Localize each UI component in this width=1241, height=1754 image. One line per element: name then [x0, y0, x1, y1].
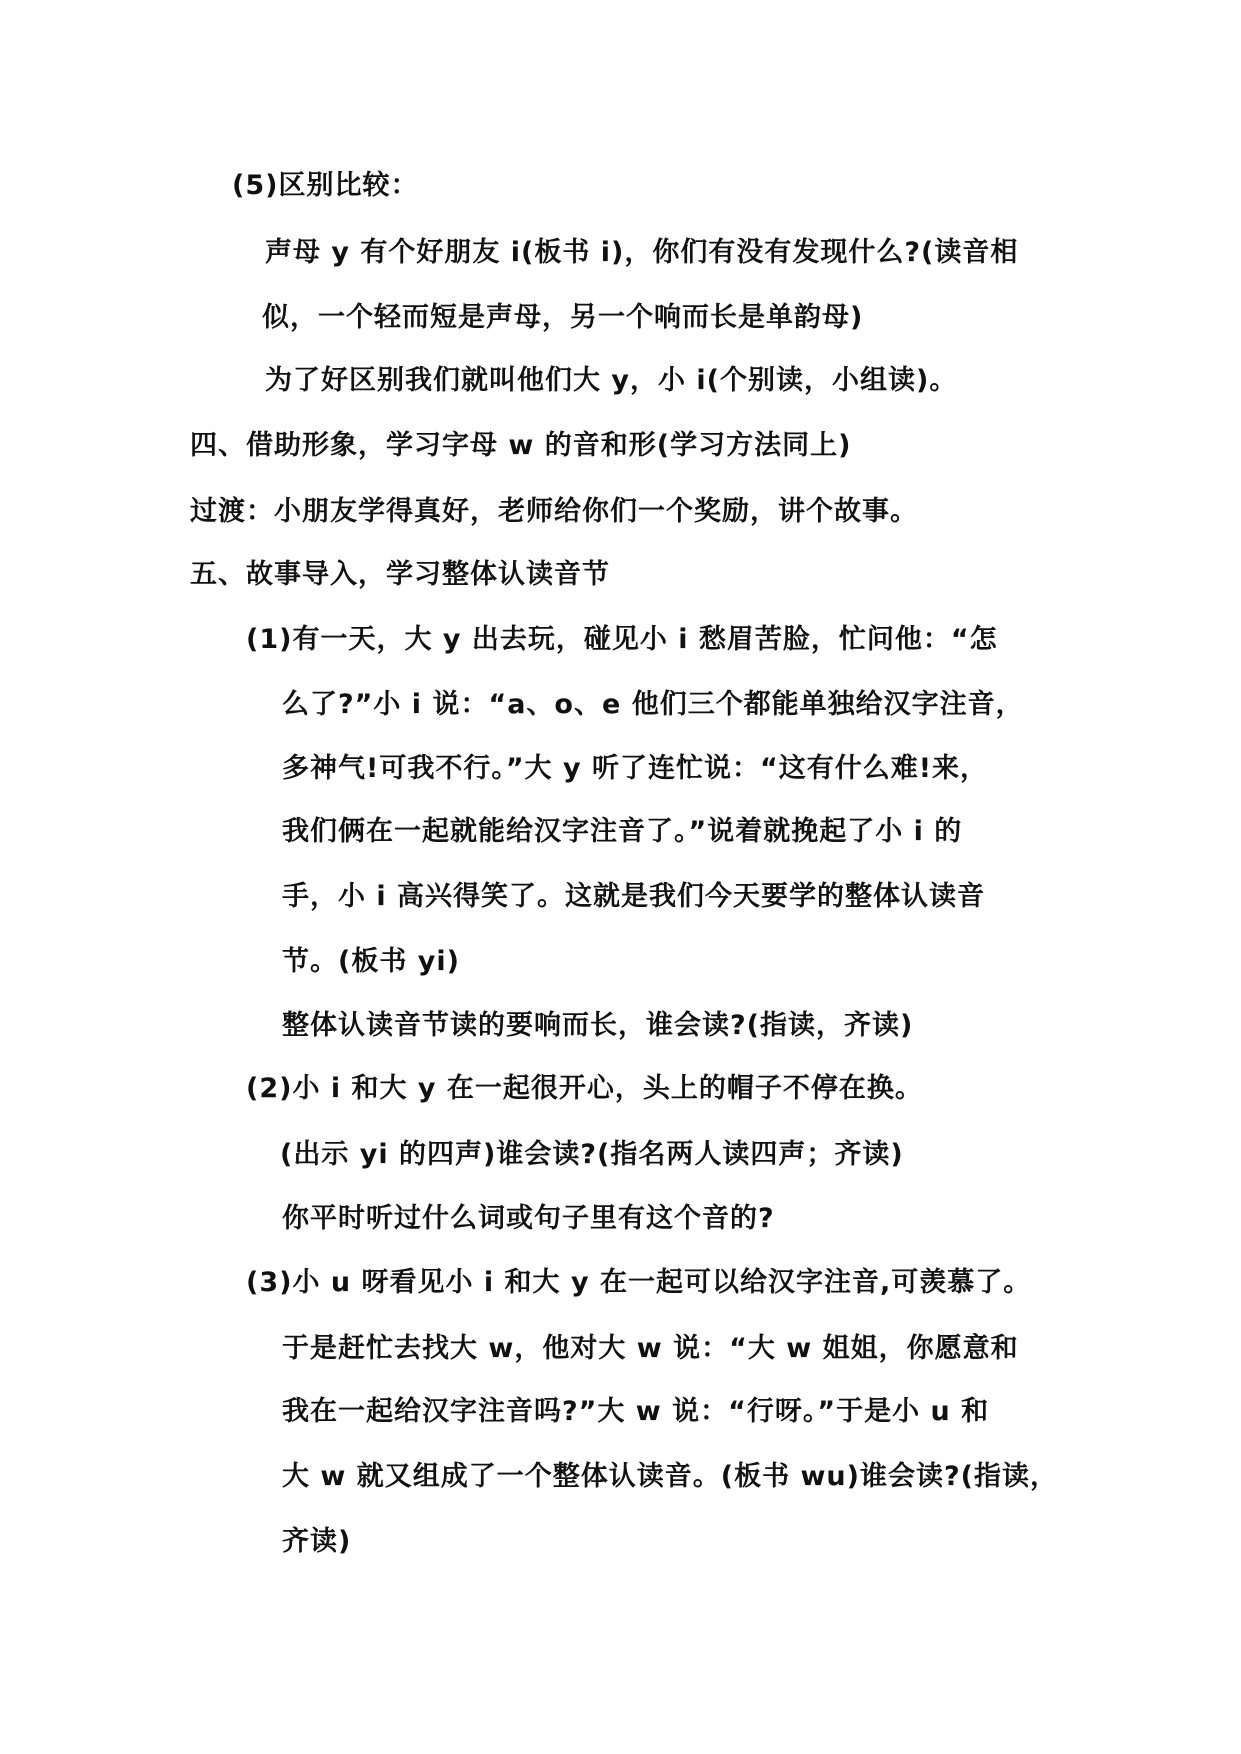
text-line-12: 手，小 i 高兴得笑了。这就是我们今天要学的整体认读音 [282, 881, 986, 912]
text-line-9: 么了?”小 i 说：“a、o、e 他们三个都能单独给汉字注音， [282, 689, 1024, 720]
text-line-11: 我们俩在一起就能给汉字注音了。”说着就挽起了小 i 的 [282, 816, 963, 847]
text-line-1: (5)区别比较： [232, 170, 419, 201]
text-line-15: (2)小 i 和大 y 在一起很开心，头上的帽子不停在换。 [246, 1073, 923, 1104]
text-line-18: (3)小 u 呀看见小 i 和大 y 在一起可以给汉字注音,可羡慕了。 [246, 1267, 1032, 1298]
section-heading-5: 五、故事导入，学习整体认读音节 [190, 559, 610, 590]
text-line-14: 整体认读音节读的要响而长，谁会读?(指读，齐读) [282, 1010, 914, 1041]
text-line-8: (1)有一天，大 y 出去玩，碰见小 i 愁眉苦脸，忙问他：“怎 [246, 624, 998, 655]
text-line-21: 大 w 就又组成了一个整体认读音。(板书 wu)谁会读?(指读， [282, 1461, 1058, 1492]
text-line-10: 多神气!可我不行。”大 y 听了连忙说：“这有什么难!来， [282, 753, 989, 784]
text-line-4: 为了好区别我们就叫他们大 y，小 i(个别读，小组读)。 [265, 365, 958, 396]
text-line-13: 节。(板书 yi) [282, 946, 460, 977]
text-line-3: 似，一个轻而短是声母，另一个响而长是单韵母) [262, 302, 864, 333]
text-line-16: (出示 yi 的四声)谁会读?(指名两人读四声；齐读) [280, 1139, 904, 1170]
text-line-19: 于是赶忙去找大 w，他对大 w 说：“大 w 姐姐，你愿意和 [282, 1333, 1019, 1364]
text-line-17: 你平时听过什么词或句子里有这个音的? [282, 1203, 775, 1234]
text-line-20: 我在一起给汉字注音吗?”大 w 说：“行呀。”于是小 u 和 [282, 1396, 990, 1427]
text-line-22: 齐读) [282, 1526, 352, 1557]
section-heading-4: 四、借助形象，学习字母 w 的音和形(学习方法同上) [190, 430, 852, 461]
text-line-6: 过渡：小朋友学得真好，老师给你们一个奖励，讲个故事。 [190, 496, 918, 527]
text-line-2: 声母 y 有个好朋友 i(板书 i)，你们有没有发现什么?(读音相 [265, 237, 1019, 268]
